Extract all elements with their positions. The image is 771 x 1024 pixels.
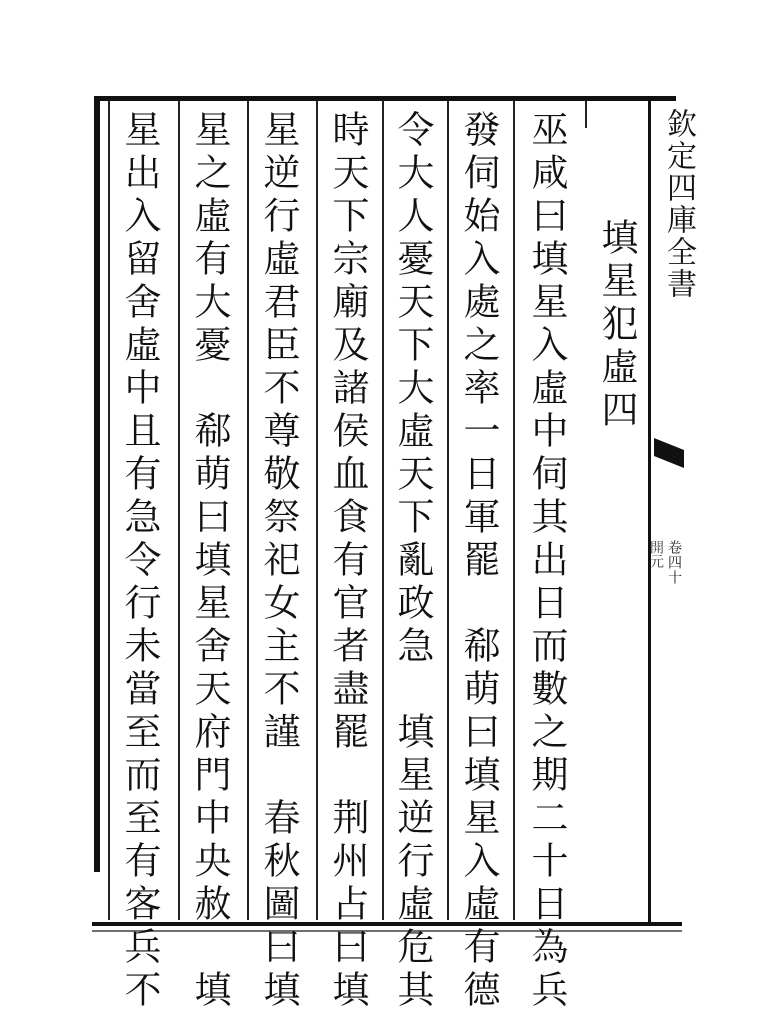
column-separator: [316, 100, 318, 920]
page-margin-strip: [648, 100, 696, 926]
column-separator: [585, 100, 587, 128]
column-separator: [447, 100, 449, 920]
fish-tail-mark-icon: [654, 438, 684, 468]
frame-bottom-border-inner: [92, 930, 682, 932]
frame-bottom-border: [92, 922, 682, 926]
text-column-4: 時天下宗廟及諸侯血食有官者盡罷 荆州占曰填: [326, 110, 369, 1013]
column-separator: [108, 100, 110, 920]
frame-top-border: [96, 96, 676, 101]
text-column-7: 星出入留舍虛中且有急令行未當至而至有客兵不: [118, 110, 161, 1013]
volume-label: 卷四十: [666, 540, 682, 585]
book-title: 欽定四庫全書: [661, 108, 696, 300]
section-heading: 填星犯虛四: [595, 218, 638, 433]
text-column-5: 星逆行虛君臣不尊敬祭祀女主不謹 春秋圖曰填: [257, 110, 300, 1013]
column-separator: [382, 100, 384, 920]
text-column-6: 星之虛有大憂 郗萌曰填星舍天府門中央赦 填: [188, 110, 231, 1013]
text-column-3: 令大人憂天下大虛天下亂政急 填星逆行虛危其: [391, 110, 434, 1013]
frame-left-border: [94, 96, 100, 872]
column-separator: [178, 100, 180, 920]
frame-right-border: [648, 96, 651, 926]
column-separator: [513, 100, 515, 920]
text-column-1: 巫咸曰填星入虛中伺其出日而數之期二十日為兵: [525, 110, 568, 1013]
volume-subtitle: 開元: [648, 540, 664, 568]
text-column-2: 發伺始入處之率一日軍罷 郗萌曰填星入虛有德: [457, 110, 500, 1013]
column-separator: [247, 100, 249, 920]
